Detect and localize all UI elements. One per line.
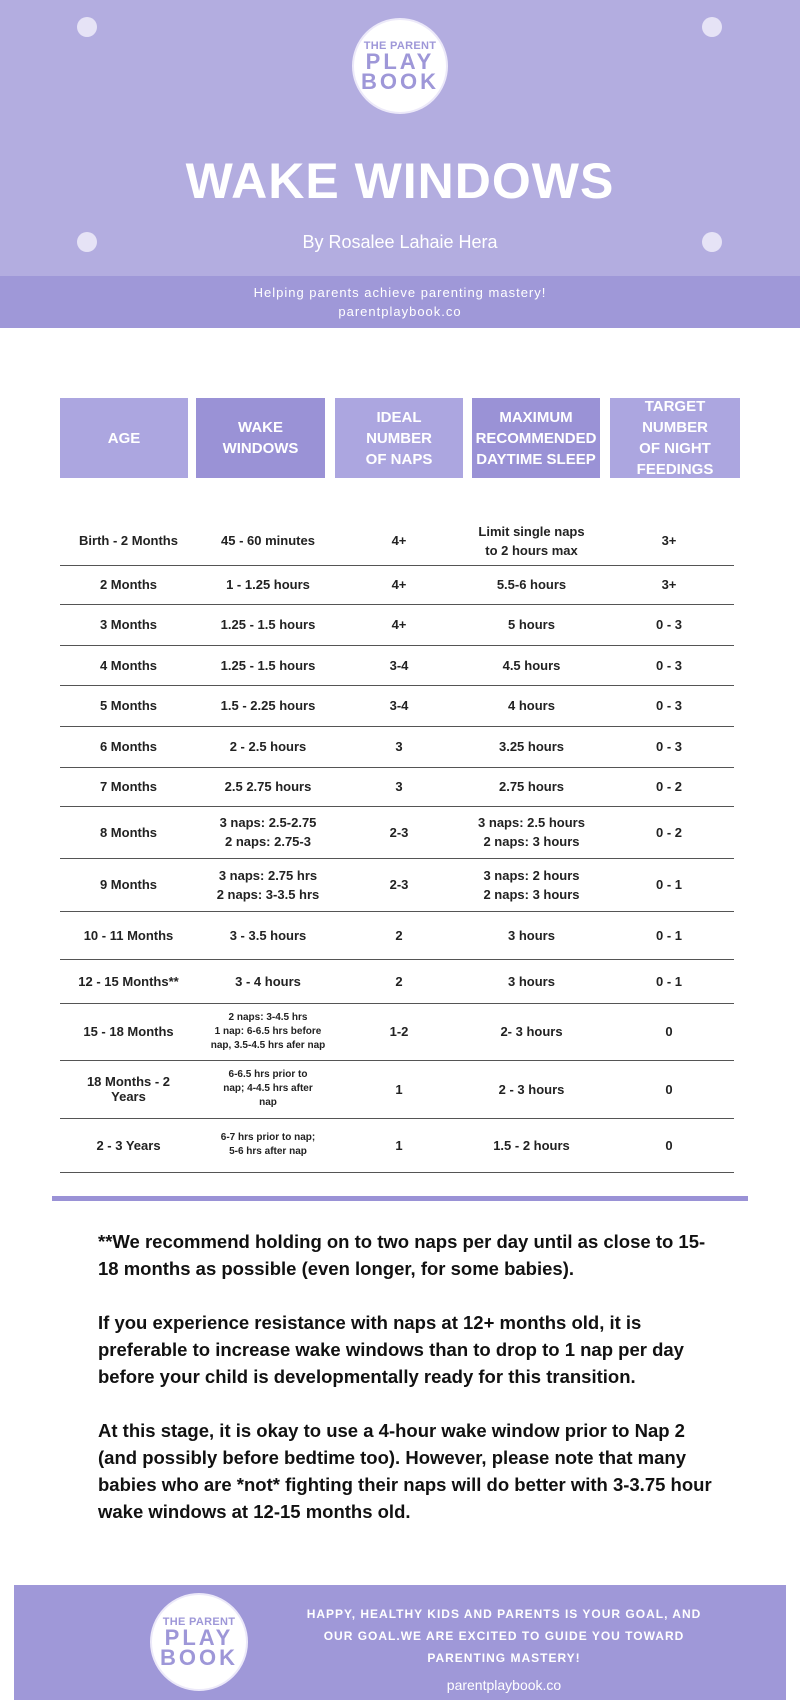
decorative-dot bbox=[77, 17, 97, 37]
wake-window-cell: 3 - 3.5 hours bbox=[229, 927, 307, 943]
table-row bbox=[60, 645, 734, 686]
wake-window-cell: 1 - 1.25 hours bbox=[226, 576, 310, 592]
table-row bbox=[60, 516, 734, 566]
column-header-ideal-naps: IDEAL NUMBER OF NAPS bbox=[335, 398, 463, 478]
night-feedings-cell: 0 - 2 bbox=[655, 779, 682, 794]
note-paragraph: At this stage, it is okay to use a 4-hour wake window prior to Nap 2 (and possibly before bedtime too). However, please note that many babies who are *not* fighting their naps will do better with 3-3.75 hour wake windows at 12-15 months old. bbox=[98, 1420, 712, 1522]
table-row bbox=[60, 1060, 734, 1119]
table-row bbox=[60, 911, 734, 960]
daytime-sleep-cell: 1.5 - 2 hours bbox=[493, 1137, 570, 1153]
age-cell: 2 - 3 Years bbox=[96, 1137, 161, 1153]
wake-window-cell: 1.25 - 1.5 hours bbox=[220, 617, 316, 632]
wake-window-cell: 1.25 - 1.5 hours bbox=[220, 657, 316, 673]
age-cell: 6 Months bbox=[99, 739, 158, 754]
naps-cell: 4+ bbox=[391, 576, 407, 592]
table-row bbox=[60, 726, 734, 768]
daytime-sleep-cell: Limit single naps to 2 hours max bbox=[478, 523, 585, 558]
age-cell: 12 - 15 Months** bbox=[78, 973, 179, 989]
column-header-age: AGE bbox=[60, 398, 188, 478]
night-feedings-cell: 3+ bbox=[661, 576, 677, 592]
naps-cell: 2-3 bbox=[389, 824, 409, 840]
note-paragraph: **We recommend holding on to two naps per day until as close to 15-18 months as possible (even longer, for some babies). bbox=[98, 1231, 706, 1279]
footer bbox=[14, 1585, 786, 1700]
decorative-dot bbox=[702, 17, 722, 37]
footer-logo bbox=[150, 1593, 248, 1691]
wake-window-cell: 1.5 - 2.25 hours bbox=[220, 698, 316, 713]
wake-window-cell: 6-6.5 hrs prior to nap; 4-4.5 hrs after nap bbox=[223, 1069, 313, 1108]
table-row bbox=[60, 806, 734, 859]
naps-cell: 2-3 bbox=[389, 877, 409, 892]
table-row bbox=[60, 685, 734, 727]
night-feedings-cell: 0 - 3 bbox=[655, 739, 682, 754]
logo-line-3: BOOK bbox=[160, 1645, 238, 1670]
night-feedings-cell: 0 bbox=[665, 1081, 673, 1097]
age-cell: 18 Months - 2 Years bbox=[86, 1074, 171, 1104]
naps-cell: 3 bbox=[395, 739, 403, 754]
age-cell: 3 Months bbox=[99, 617, 158, 632]
logo-line-1: THE PARENT bbox=[162, 1616, 236, 1628]
table-row bbox=[60, 767, 734, 807]
logo bbox=[352, 18, 448, 114]
age-cell: 15 - 18 Months bbox=[83, 1024, 174, 1039]
night-feedings-cell: 0 - 1 bbox=[655, 973, 682, 989]
tagline-banner bbox=[0, 276, 800, 328]
footer-message: HAPPY, HEALTHY KIDS AND PARENTS IS YOUR GOAL, AND OUR GOAL.WE ARE EXCITED TO GUIDE YOU TOWARD PARENTING MASTERY! bbox=[306, 1607, 702, 1665]
daytime-sleep-cell: 2 - 3 hours bbox=[498, 1081, 565, 1097]
daytime-sleep-cell: 4 hours bbox=[508, 698, 555, 713]
night-feedings-cell: 0 - 3 bbox=[655, 617, 682, 632]
naps-cell: 1-2 bbox=[389, 1024, 409, 1039]
logo-line-2: PLAY bbox=[365, 49, 435, 74]
daytime-sleep-cell: 4.5 hours bbox=[502, 657, 561, 673]
wake-window-cell: 2 - 2.5 hours bbox=[229, 739, 307, 754]
column-header-night-feedings: TARGET NUMBER OF NIGHT FEEDINGS bbox=[610, 398, 740, 478]
wake-window-cell: 45 - 60 minutes bbox=[221, 533, 315, 548]
column-header-max-daytime-sleep: MAXIMUM RECOMMENDED DAYTIME SLEEP bbox=[472, 398, 600, 478]
naps-cell: 1 bbox=[395, 1137, 403, 1153]
age-cell: 9 Months bbox=[99, 877, 158, 892]
wake-window-cell: 3 naps: 2.5-2.75 2 naps: 2.75-3 bbox=[219, 815, 317, 849]
page-title: WAKE WINDOWS bbox=[185, 153, 615, 209]
night-feedings-cell: 0 - 1 bbox=[655, 927, 682, 943]
daytime-sleep-cell: 3 hours bbox=[508, 927, 555, 943]
banner-url[interactable]: parentplaybook.co bbox=[338, 304, 462, 319]
wake-window-cell: 2.5 2.75 hours bbox=[224, 779, 312, 794]
column-header-wake-windows: WAKE WINDOWS bbox=[196, 398, 325, 478]
naps-cell: 4+ bbox=[391, 617, 407, 632]
naps-cell: 2 bbox=[395, 973, 403, 989]
naps-cell: 2 bbox=[395, 927, 403, 943]
age-cell: 10 - 11 Months bbox=[83, 927, 174, 943]
logo-line-2: PLAY bbox=[164, 1625, 234, 1650]
wake-window-cell: 3 - 4 hours bbox=[235, 973, 301, 989]
naps-cell: 3-4 bbox=[389, 657, 409, 673]
naps-cell: 3 bbox=[395, 779, 403, 794]
table-row bbox=[60, 959, 734, 1004]
section-divider bbox=[52, 1196, 748, 1201]
note-paragraph: If you experience resistance with naps at 12+ months old, it is preferable to increase wake windows than to drop to 1 nap per day before your child is developmentally ready for this transition. bbox=[98, 1312, 684, 1387]
night-feedings-cell: 0 - 3 bbox=[655, 698, 682, 713]
naps-cell: 4+ bbox=[391, 533, 407, 548]
daytime-sleep-cell: 5.5-6 hours bbox=[496, 576, 567, 592]
wake-window-cell: 3 naps: 2.75 hrs 2 naps: 3-3.5 hrs bbox=[216, 867, 320, 902]
logo-line-3: BOOK bbox=[361, 69, 439, 94]
naps-cell: 1 bbox=[395, 1081, 403, 1097]
daytime-sleep-cell: 3.25 hours bbox=[498, 739, 565, 754]
age-cell: 8 Months bbox=[99, 824, 158, 840]
notes bbox=[98, 1228, 718, 1552]
table-row bbox=[60, 1118, 734, 1173]
age-cell: 7 Months bbox=[99, 779, 158, 794]
tagline: Helping parents achieve parenting mastery! bbox=[253, 285, 547, 300]
night-feedings-cell: 3+ bbox=[661, 533, 677, 548]
night-feedings-cell: 0 - 3 bbox=[655, 657, 682, 673]
wake-window-cell: 6-7 hrs prior to nap; 5-6 hrs after nap bbox=[220, 1132, 316, 1157]
age-cell: 4 Months bbox=[99, 657, 158, 673]
table-row bbox=[60, 858, 734, 912]
daytime-sleep-cell: 3 hours bbox=[508, 973, 555, 989]
author-byline: By Rosalee Lahaie Hera bbox=[302, 232, 498, 252]
table-row bbox=[60, 604, 734, 646]
footer-url[interactable]: parentplaybook.co bbox=[446, 1677, 562, 1693]
table-row bbox=[60, 564, 734, 605]
logo-line-1: THE PARENT bbox=[363, 40, 437, 52]
daytime-sleep-cell: 3 naps: 2.5 hours 2 naps: 3 hours bbox=[478, 815, 585, 849]
night-feedings-cell: 0 bbox=[665, 1024, 673, 1039]
night-feedings-cell: 0 - 1 bbox=[655, 877, 682, 892]
daytime-sleep-cell: 2- 3 hours bbox=[500, 1024, 563, 1039]
naps-cell: 3-4 bbox=[389, 698, 409, 713]
header bbox=[0, 0, 800, 276]
age-cell: 2 Months bbox=[99, 576, 158, 592]
night-feedings-cell: 0 - 2 bbox=[655, 824, 682, 840]
table-row bbox=[60, 1003, 734, 1061]
daytime-sleep-cell: 2.75 hours bbox=[498, 779, 565, 794]
night-feedings-cell: 0 bbox=[665, 1137, 673, 1153]
age-cell: 5 Months bbox=[99, 698, 158, 713]
wake-window-cell: 2 naps: 3-4.5 hrs 1 nap: 6-6.5 hrs before nap, 3.5-4.5 hrs afer nap bbox=[210, 1011, 326, 1051]
daytime-sleep-cell: 3 naps: 2 hours 2 naps: 3 hours bbox=[483, 867, 580, 902]
daytime-sleep-cell: 5 hours bbox=[508, 617, 555, 632]
age-cell: Birth - 2 Months bbox=[79, 533, 178, 548]
